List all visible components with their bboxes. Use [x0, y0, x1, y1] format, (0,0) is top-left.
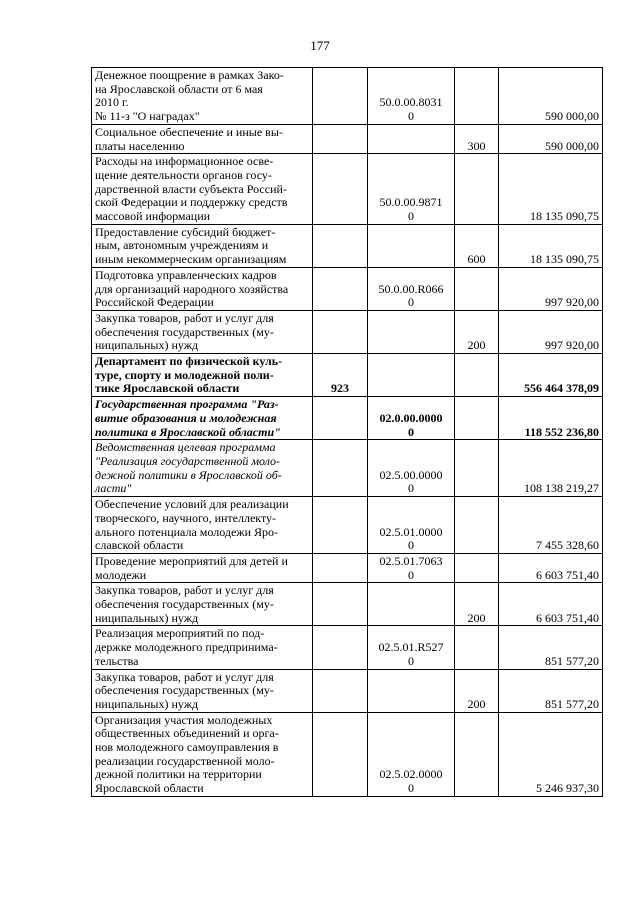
table-row: [92, 354, 603, 397]
table-row: [92, 712, 603, 796]
table-row: [92, 440, 603, 497]
row-name-cell: Обеспечение условий для реализации творческого, научного, интеллекту- ального потенциала молодежи Яро- славской области: [92, 497, 313, 554]
dept-code-cell: [313, 440, 368, 497]
target-article-cell: 02.5.00.0000 0: [368, 440, 455, 497]
amount-cell: 118 552 236,80: [499, 397, 603, 440]
expense-type-cell: [455, 440, 499, 497]
expense-type-cell: 600: [455, 224, 499, 267]
row-name-cell: Закупка товаров, работ и услуг для обеспечения государственных (му- ниципальных) нужд: [92, 583, 313, 626]
expense-type-cell: 200: [455, 310, 499, 353]
row-name-cell: Государственная программа "Раз- витие образования и молодежная политика в Ярославской области": [92, 397, 313, 440]
target-article-cell: [368, 224, 455, 267]
expense-type-cell: [455, 267, 499, 310]
amount-cell: 590 000,00: [499, 68, 603, 125]
page-number: 177: [310, 38, 330, 53]
target-article-cell: 02.0.00.0000 0: [368, 397, 455, 440]
target-article-cell: [368, 669, 455, 712]
table-row: [92, 669, 603, 712]
dept-code-cell: [313, 310, 368, 353]
amount-cell: 108 138 219,27: [499, 440, 603, 497]
row-name-cell: Проведение мероприятий для детей и молодежи: [92, 553, 313, 582]
target-article-cell: [368, 124, 455, 153]
amount-cell: 851 577,20: [499, 669, 603, 712]
expense-type-cell: [455, 712, 499, 796]
expense-type-cell: [455, 397, 499, 440]
dept-code-cell: [313, 397, 368, 440]
target-article-cell: 02.5.02.0000 0: [368, 712, 455, 796]
row-name-cell: Организация участия молодежных общественных объединений и орга- нов молодежного самоуправления в реализации государственной моло- дежной политики на территории Ярославской области: [92, 712, 313, 796]
row-name-cell: Социальное обеспечение и иные вы- платы населению: [92, 124, 313, 153]
dept-code-cell: [313, 497, 368, 554]
table-row: [92, 626, 603, 669]
table-row: [92, 497, 603, 554]
dept-code-cell: [313, 224, 368, 267]
row-name-cell: Расходы на информационное осве- щение деятельности органов госу- дарственной власти субъекта Россий- ской Федерации и поддержку средств массовой информации: [92, 154, 313, 225]
amount-cell: 5 246 937,30: [499, 712, 603, 796]
amount-cell: 7 455 328,60: [499, 497, 603, 554]
target-article-cell: [368, 583, 455, 626]
budget-table: [91, 67, 603, 797]
table-row: [92, 267, 603, 310]
amount-cell: 556 464 378,09: [499, 354, 603, 397]
row-name-cell: Реализация мероприятий по под- держке молодежного предпринима- тельства: [92, 626, 313, 669]
amount-cell: 18 135 090,75: [499, 154, 603, 225]
dept-code-cell: [313, 583, 368, 626]
target-article-cell: 02.5.01.R527 0: [368, 626, 455, 669]
dept-code-cell: [313, 267, 368, 310]
target-article-cell: [368, 354, 455, 397]
row-name-cell: Ведомственная целевая программа "Реализация государственной моло- дежной политики в Ярославской об- ласти": [92, 440, 313, 497]
table-row: [92, 124, 603, 153]
row-name-cell: Департамент по физической куль- туре, спорту и молодежной поли- тике Ярославской области: [92, 354, 313, 397]
amount-cell: 997 920,00: [499, 267, 603, 310]
target-article-cell: 50.0.00.R066 0: [368, 267, 455, 310]
dept-code-cell: [313, 154, 368, 225]
dept-code-cell: 923: [313, 354, 368, 397]
row-name-cell: Закупка товаров, работ и услуг для обеспечения государственных (му- ниципальных) нужд: [92, 310, 313, 353]
table-row: [92, 224, 603, 267]
target-article-cell: 50.0.00.8031 0: [368, 68, 455, 125]
table-row: [92, 553, 603, 582]
amount-cell: 6 603 751,40: [499, 583, 603, 626]
target-article-cell: 50.0.00.9871 0: [368, 154, 455, 225]
amount-cell: 590 000,00: [499, 124, 603, 153]
target-article-cell: [368, 310, 455, 353]
expense-type-cell: 200: [455, 669, 499, 712]
amount-cell: 851 577,20: [499, 626, 603, 669]
amount-cell: 6 603 751,40: [499, 553, 603, 582]
amount-cell: 997 920,00: [499, 310, 603, 353]
expense-type-cell: [455, 553, 499, 582]
expense-type-cell: [455, 497, 499, 554]
amount-cell: 18 135 090,75: [499, 224, 603, 267]
dept-code-cell: [313, 626, 368, 669]
dept-code-cell: [313, 68, 368, 125]
dept-code-cell: [313, 669, 368, 712]
table-row: [92, 310, 603, 353]
row-name-cell: Подготовка управленческих кадров для организаций народного хозяйства Российской Федерации: [92, 267, 313, 310]
expense-type-cell: [455, 354, 499, 397]
table-row: [92, 397, 603, 440]
expense-type-cell: 200: [455, 583, 499, 626]
row-name-cell: Закупка товаров, работ и услуг для обеспечения государственных (му- ниципальных) нужд: [92, 669, 313, 712]
table-row: [92, 154, 603, 225]
budget-table-body: [92, 68, 603, 797]
expense-type-cell: 300: [455, 124, 499, 153]
dept-code-cell: [313, 124, 368, 153]
row-name-cell: Предоставление субсидий бюджет- ным, автономным учреждениям и иным некоммерческим организациям: [92, 224, 313, 267]
dept-code-cell: [313, 712, 368, 796]
expense-type-cell: [455, 154, 499, 225]
table-row: [92, 583, 603, 626]
target-article-cell: 02.5.01.7063 0: [368, 553, 455, 582]
dept-code-cell: [313, 553, 368, 582]
target-article-cell: 02.5.01.0000 0: [368, 497, 455, 554]
expense-type-cell: [455, 68, 499, 125]
row-name-cell: Денежное поощрение в рамках Зако- на Ярославской области от 6 мая 2010 г. № 11-з "О наградах": [92, 68, 313, 125]
expense-type-cell: [455, 626, 499, 669]
table-row: [92, 68, 603, 125]
